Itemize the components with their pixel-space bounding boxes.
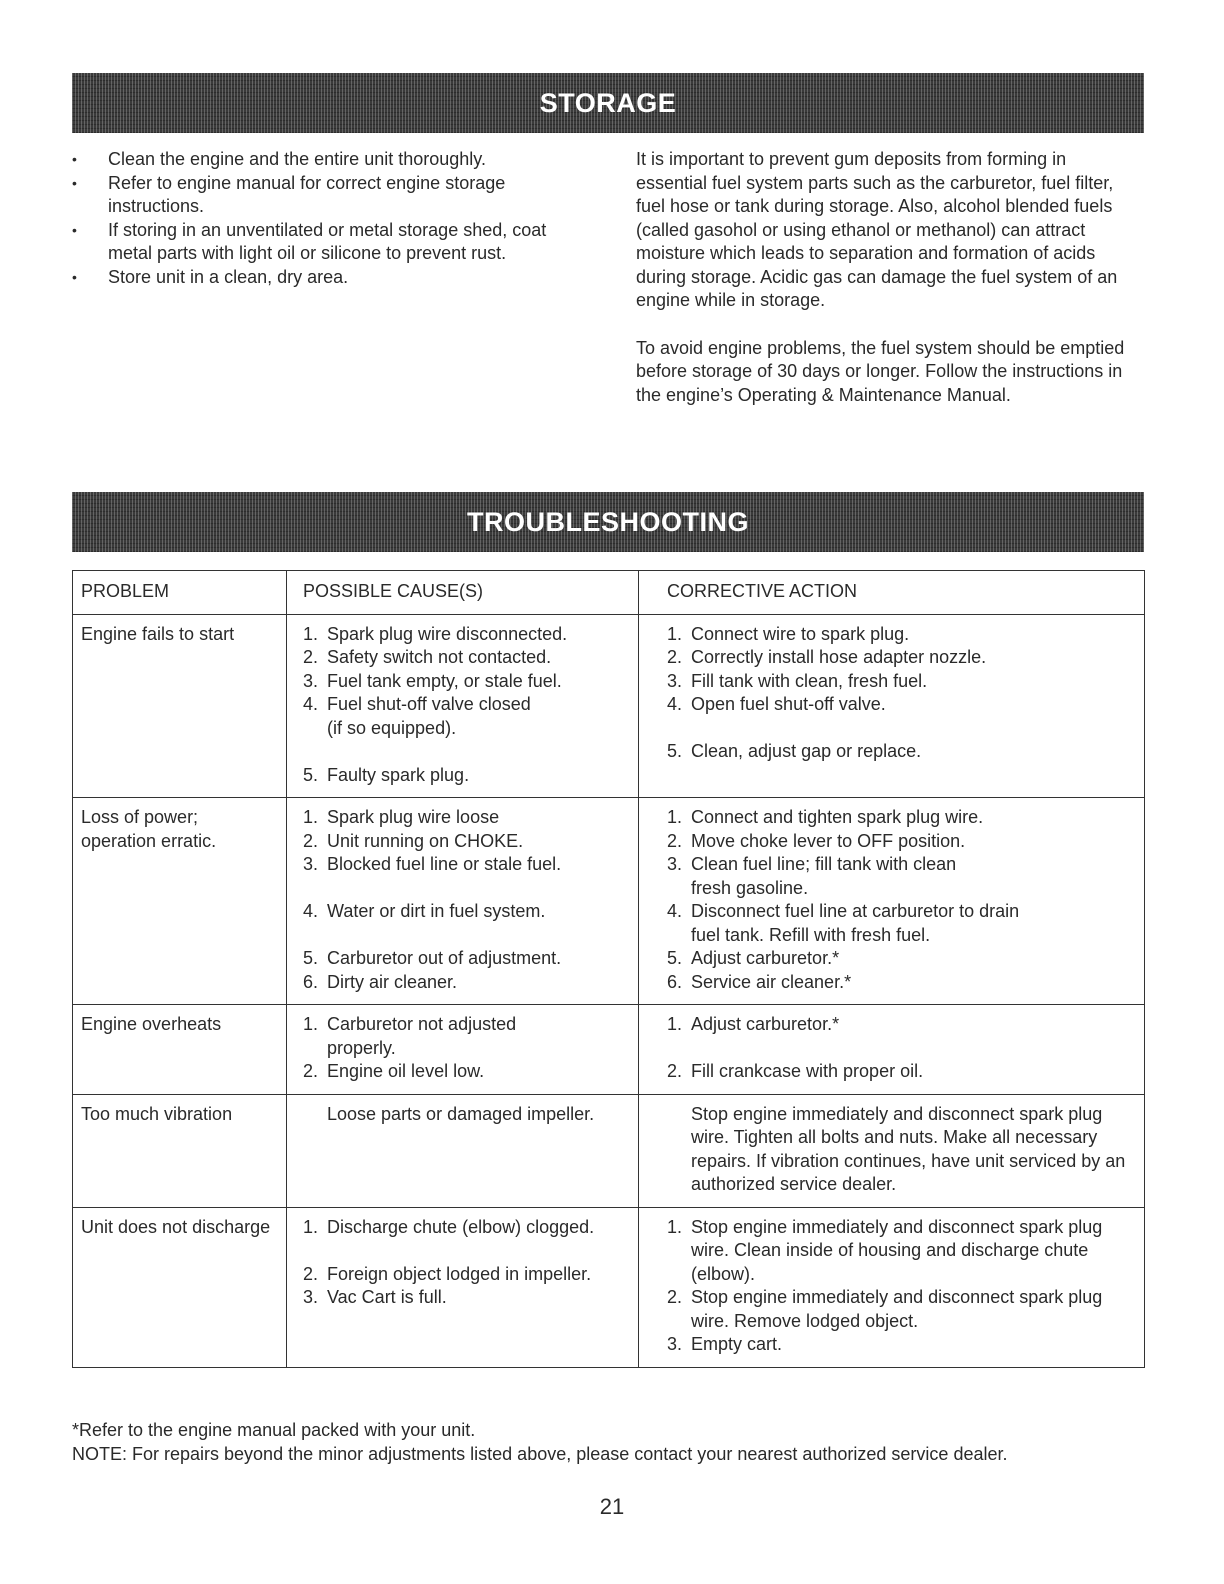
cause-item (303, 830, 630, 854)
action-item (667, 1333, 1136, 1357)
item-number: 5. (667, 741, 683, 761)
item-number: 2. (667, 830, 683, 851)
action-cell (639, 1094, 1145, 1207)
action-item (667, 693, 1136, 717)
item-number: 3. (303, 854, 319, 874)
bullet-icon: • (72, 151, 77, 167)
cause-item (303, 764, 630, 788)
item-text: Water or dirt in fuel system. (327, 901, 546, 921)
action-cell (639, 798, 1145, 1005)
item-number: 1. (303, 807, 319, 827)
action-item (667, 947, 1136, 971)
troubleshooting-banner (72, 492, 1144, 552)
problem-cell: Unit does not discharge (73, 1207, 287, 1367)
cause-item (303, 717, 630, 741)
list-item: • If storing in an unventilated or metal storage shed, coat metal parts with light oil or silicone to prevent rust. (72, 219, 547, 263)
item-number: 1. (303, 1014, 319, 1034)
action-item (667, 1103, 1136, 1197)
cause-item (303, 1263, 630, 1287)
table-row (73, 1094, 1145, 1207)
problem-cell: Engine fails to start (73, 614, 287, 798)
bullet-icon: • (72, 268, 77, 285)
cause-item (303, 1103, 630, 1127)
storage-bullets (72, 148, 562, 289)
item-number: 2. (303, 1263, 319, 1284)
cause-item (303, 947, 630, 971)
action-item (667, 853, 1136, 877)
cause-item (303, 1013, 630, 1037)
item-text: Move choke lever to OFF position. (691, 830, 966, 851)
storage-paragraphs (636, 148, 1136, 431)
item-number: 1. (667, 1216, 683, 1237)
item-text: fresh gasoline. (691, 877, 809, 898)
item-number: 6. (303, 971, 319, 992)
problem-cell: Engine overheats (73, 1005, 287, 1095)
cause-item (303, 806, 630, 830)
list-item: • Clean the engine and the entire unit thoroughly. (72, 148, 562, 172)
item-number (303, 1103, 327, 1127)
cause-item (303, 971, 630, 995)
item-text: Open fuel shut-off valve. (691, 694, 886, 714)
item-number (303, 717, 327, 741)
footnotes (72, 1419, 1152, 1466)
item-number: 2. (303, 1061, 319, 1081)
item-text: Stop engine immediately and disconnect spark plug wire. Clean inside of housing and discharge chute (elbow). (691, 1216, 1103, 1284)
item-number (667, 924, 691, 948)
problem-cell: Too much vibration (73, 1094, 287, 1207)
action-item (667, 877, 1136, 901)
storage-title: STORAGE (539, 87, 677, 118)
action-item (667, 740, 1136, 764)
table-row (73, 1207, 1145, 1367)
action-item (667, 806, 1136, 830)
list-item: • Refer to engine manual for correct engine storage instructions. (72, 172, 506, 216)
item-number: 1. (303, 623, 319, 644)
item-number (667, 1103, 691, 1197)
storage-paragraph: It is important to prevent gum deposits from forming in essential fuel system parts such as the carburetor, fuel filter, fuel hose or tank during storage. Also, alcohol blended fuels (called gasohol or using ethanol or methanol) can attract moisture which leads to separation and formation of acids during storage. Acidic gas can damage the fuel system of an engine while in storage. (636, 149, 1118, 310)
item-text: Connect and tighten spark plug wire. (691, 807, 984, 827)
cause-item (303, 1060, 630, 1084)
item-text: Correctly install hose adapter nozzle. (691, 647, 987, 667)
table-row (73, 1005, 1145, 1095)
item-text: Safety switch not contacted. (327, 647, 552, 667)
header-action: CORRECTIVE ACTION (639, 571, 1145, 615)
item-text: properly. (327, 1037, 396, 1058)
item-number: 3. (667, 670, 683, 691)
item-number: 5. (303, 948, 319, 968)
storage-banner (72, 73, 1144, 133)
troubleshooting-title: TROUBLESHOOTING (467, 506, 749, 537)
table-row (73, 614, 1145, 798)
cause-cell (287, 614, 639, 798)
action-item (667, 924, 1136, 948)
item-text: Vac Cart is full. (327, 1287, 447, 1307)
action-item (667, 900, 1136, 924)
cause-item (303, 853, 630, 877)
item-number: 4. (303, 694, 319, 714)
item-text: Dirty air cleaner. (327, 971, 458, 992)
action-item (667, 1060, 1136, 1084)
footnote-asterisk: *Refer to the engine manual packed with your unit. (72, 1420, 476, 1440)
action-item (667, 1013, 1136, 1037)
header-cause: POSSIBLE CAUSE(S) (287, 571, 639, 615)
item-number: 2. (667, 1061, 683, 1081)
item-number (667, 877, 691, 901)
item-text: Stop engine immediately and disconnect spark plug wire. Remove lodged object. (691, 1287, 1103, 1331)
cause-item (303, 1286, 630, 1310)
cause-item (303, 670, 630, 694)
item-number: 2. (667, 647, 683, 667)
item-text: Connect wire to spark plug. (691, 623, 910, 644)
item-text: Foreign object lodged in impeller. (327, 1263, 592, 1284)
item-number: 3. (303, 1287, 319, 1307)
problem-cell: Loss of power; operation erratic. (73, 798, 287, 1005)
item-number: 1. (667, 1014, 683, 1034)
cause-item (303, 693, 630, 717)
action-item (667, 971, 1136, 995)
item-text: Clean, adjust gap or replace. (691, 741, 922, 761)
action-cell (639, 1005, 1145, 1095)
item-text: Adjust carburetor.* (691, 948, 840, 968)
item-number: 1. (667, 623, 683, 644)
item-text: (if so equipped). (327, 717, 457, 738)
troubleshooting-table (72, 570, 1145, 1368)
item-number: 4. (667, 694, 683, 714)
cause-cell (287, 1005, 639, 1095)
item-number (303, 1037, 327, 1061)
action-item (667, 646, 1136, 670)
item-number: 3. (667, 854, 683, 874)
item-number: 6. (667, 971, 683, 992)
item-text: Disconnect fuel line at carburetor to drain (691, 901, 1020, 921)
action-item (667, 670, 1136, 694)
item-text: Engine oil level low. (327, 1061, 485, 1081)
footnote-note: NOTE: For repairs beyond the minor adjustments listed above, please contact your nearest authorized service dealer. (72, 1443, 1008, 1464)
item-text: Spark plug wire loose (327, 807, 500, 827)
item-number: 2. (303, 830, 319, 851)
item-number: 5. (303, 764, 319, 785)
item-text: Empty cart. (691, 1334, 783, 1354)
item-text: Stop engine immediately and disconnect spark plug wire. Tighten all bolts and nuts. Make all necessary repairs. If vibration continues, have unit serviced by an authorized service dealer. (691, 1103, 1126, 1194)
item-text: Fuel shut-off valve closed (327, 694, 531, 714)
action-cell (639, 614, 1145, 798)
item-text: Service air cleaner.* (691, 971, 852, 992)
header-problem: PROBLEM (73, 571, 287, 615)
item-text: Spark plug wire disconnected. (327, 623, 568, 644)
item-text: Loose parts or damaged impeller. (327, 1103, 595, 1124)
item-text: Fuel tank empty, or stale fuel. (327, 670, 562, 691)
item-text: Carburetor not adjusted (327, 1014, 517, 1034)
item-number: 1. (303, 1216, 319, 1237)
item-number: 5. (667, 948, 683, 968)
cause-item (303, 900, 630, 924)
cause-item (303, 623, 630, 647)
cause-item (303, 646, 630, 670)
item-text: Discharge chute (elbow) clogged. (327, 1216, 595, 1237)
storage-paragraph: To avoid engine problems, the fuel system should be emptied before storage of 30 days or longer. Follow the instructions in the engine’s Operating & Maintenance Manual. (636, 337, 1125, 405)
bullet-icon: • (72, 174, 77, 191)
item-text: Unit running on CHOKE. (327, 830, 524, 851)
list-item: • Store unit in a clean, dry area. (72, 266, 562, 290)
item-number: 4. (667, 901, 683, 921)
cause-item (303, 1037, 630, 1061)
item-text: Blocked fuel line or stale fuel. (327, 854, 562, 874)
item-number: 4. (303, 901, 319, 921)
item-text: Carburetor out of adjustment. (327, 948, 562, 968)
action-item (667, 623, 1136, 647)
item-text: Fill tank with clean, fresh fuel. (691, 670, 928, 691)
item-number: 3. (667, 1334, 683, 1354)
item-number: 2. (303, 647, 319, 667)
item-text: fuel tank. Refill with fresh fuel. (691, 924, 931, 945)
item-text: Adjust carburetor.* (691, 1014, 840, 1034)
item-text: Faulty spark plug. (327, 764, 470, 785)
cause-cell (287, 1207, 639, 1367)
cause-cell (287, 798, 639, 1005)
item-number: 1. (667, 807, 683, 827)
cause-cell (287, 1094, 639, 1207)
cause-item (303, 1216, 630, 1240)
table-header-row (73, 571, 1145, 615)
action-item (667, 1216, 1136, 1287)
action-cell (639, 1207, 1145, 1367)
item-number: 3. (303, 670, 319, 691)
bullet-icon: • (72, 221, 77, 238)
action-item (667, 1286, 1136, 1333)
page-number: 21 (599, 1494, 625, 1519)
action-item (667, 830, 1136, 854)
item-text: Fill crankcase with proper oil. (691, 1061, 924, 1081)
table-row (73, 798, 1145, 1005)
item-number: 2. (667, 1287, 683, 1307)
item-text: Clean fuel line; fill tank with clean (691, 854, 957, 874)
